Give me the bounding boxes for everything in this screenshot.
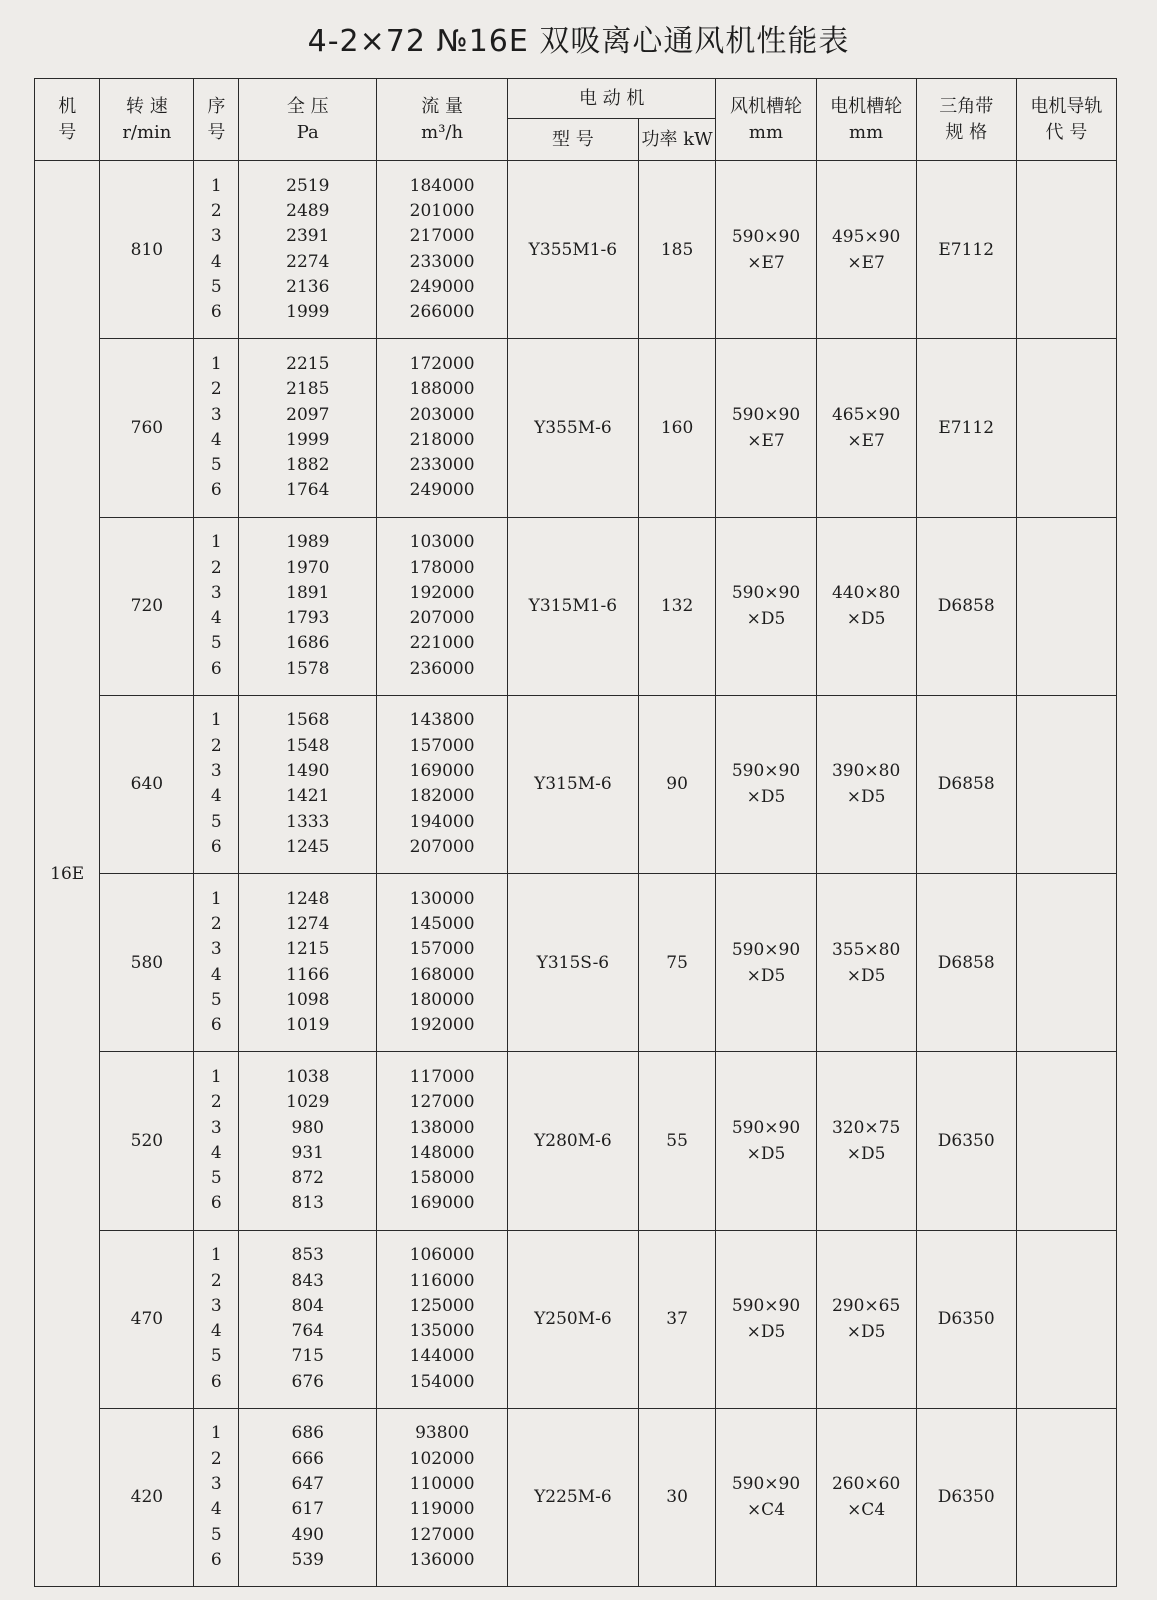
pressure-value: 1029 bbox=[286, 1092, 330, 1113]
header-speed bbox=[100, 79, 194, 161]
vbelt-cell: D6858 bbox=[916, 874, 1016, 1052]
seq-value: 3 bbox=[210, 404, 222, 425]
flow-cell bbox=[377, 695, 508, 873]
header-rail bbox=[1016, 79, 1116, 161]
motor-power-cell: 30 bbox=[638, 1408, 716, 1586]
flow-value: 154000 bbox=[409, 1371, 475, 1392]
motor-model-cell: Y355M-6 bbox=[508, 339, 639, 517]
flow-value: 103000 bbox=[409, 532, 475, 553]
motor-power-cell: 160 bbox=[638, 339, 716, 517]
flow-value: 130000 bbox=[409, 888, 475, 909]
pressure-value: 1038 bbox=[286, 1066, 330, 1087]
fan-pulley-line2: ×D5 bbox=[746, 609, 786, 630]
seq-cell bbox=[194, 517, 239, 695]
seq-value: 6 bbox=[210, 836, 222, 857]
pressure-value: 1333 bbox=[286, 811, 330, 832]
header-speed-line1: 转 速 bbox=[126, 95, 168, 117]
seq-value: 4 bbox=[210, 964, 222, 985]
seq-value: 4 bbox=[210, 429, 222, 450]
seq-cell bbox=[194, 1052, 239, 1230]
pressure-value: 1686 bbox=[286, 633, 330, 654]
vbelt-cell: D6350 bbox=[916, 1230, 1016, 1408]
fan-pulley-line2: ×C4 bbox=[746, 1500, 786, 1521]
motor-model-cell: Y315S-6 bbox=[508, 874, 639, 1052]
flow-value: 157000 bbox=[409, 735, 475, 756]
seq-value: 6 bbox=[210, 480, 222, 501]
pressure-value: 1019 bbox=[286, 1015, 330, 1036]
flow-value: 233000 bbox=[409, 455, 475, 476]
motor-pulley-cell bbox=[816, 1052, 916, 1230]
pressure-value: 2136 bbox=[286, 276, 330, 297]
pressure-value: 872 bbox=[291, 1168, 324, 1189]
flow-value: 116000 bbox=[409, 1270, 475, 1291]
motor-pulley-line2: ×D5 bbox=[846, 1322, 886, 1343]
seq-value: 5 bbox=[210, 1524, 222, 1545]
vbelt-cell: D6858 bbox=[916, 695, 1016, 873]
pressure-cell bbox=[239, 695, 377, 873]
pressure-value: 813 bbox=[291, 1193, 324, 1214]
motor-pulley-line1: 440×80 bbox=[831, 583, 901, 604]
flow-value: 201000 bbox=[409, 201, 475, 222]
motor-pulley-cell bbox=[816, 695, 916, 873]
flow-value: 143800 bbox=[409, 710, 475, 731]
seq-value: 2 bbox=[210, 914, 222, 935]
pressure-value: 2215 bbox=[286, 353, 330, 374]
pressure-value: 1248 bbox=[286, 888, 330, 909]
pressure-value: 715 bbox=[291, 1346, 324, 1367]
table-row bbox=[35, 874, 1117, 1052]
fan-pulley-line1: 590×90 bbox=[731, 939, 801, 960]
flow-value: 119000 bbox=[409, 1499, 475, 1520]
pressure-value: 2185 bbox=[286, 379, 330, 400]
seq-cell bbox=[194, 874, 239, 1052]
seq-value: 6 bbox=[210, 1015, 222, 1036]
motor-pulley-line1: 320×75 bbox=[831, 1117, 901, 1138]
motor-pulley-line2: ×D5 bbox=[846, 787, 886, 808]
flow-value: 157000 bbox=[409, 939, 475, 960]
flow-value: 158000 bbox=[409, 1168, 475, 1189]
seq-value: 5 bbox=[210, 811, 222, 832]
table-row bbox=[35, 161, 1117, 339]
motor-pulley-line1: 260×60 bbox=[831, 1474, 901, 1495]
motor-model-cell: Y280M-6 bbox=[508, 1052, 639, 1230]
motor-pulley-line1: 390×80 bbox=[831, 761, 901, 782]
speed-cell: 720 bbox=[100, 517, 194, 695]
motor-pulley-line2: ×D5 bbox=[846, 1143, 886, 1164]
pressure-value: 2391 bbox=[286, 226, 330, 247]
fan-pulley-cell bbox=[716, 1408, 816, 1586]
pressure-value: 853 bbox=[291, 1245, 324, 1266]
pressure-value: 1548 bbox=[286, 735, 330, 756]
motor-pulley-line2: ×E7 bbox=[847, 430, 885, 451]
pressure-value: 1421 bbox=[286, 786, 330, 807]
motor-pulley-line2: ×D5 bbox=[846, 609, 886, 630]
pressure-value: 1568 bbox=[286, 710, 330, 731]
seq-value: 4 bbox=[210, 251, 222, 272]
rail-cell bbox=[1016, 517, 1116, 695]
fan-pulley-cell bbox=[716, 161, 816, 339]
motor-pulley-line2: ×E7 bbox=[847, 252, 885, 273]
pressure-value: 931 bbox=[291, 1142, 324, 1163]
motor-power-cell: 75 bbox=[638, 874, 716, 1052]
motor-pulley-cell bbox=[816, 1230, 916, 1408]
pressure-value: 2274 bbox=[286, 251, 330, 272]
seq-value: 3 bbox=[210, 226, 222, 247]
header-flow-unit: m³/h bbox=[421, 121, 464, 143]
fan-pulley-cell bbox=[716, 1230, 816, 1408]
flow-value: 249000 bbox=[409, 276, 475, 297]
seq-value: 5 bbox=[210, 1346, 222, 1367]
pressure-value: 1098 bbox=[286, 989, 330, 1010]
motor-pulley-line1: 495×90 bbox=[831, 226, 901, 247]
pressure-cell bbox=[239, 1052, 377, 1230]
motor-pulley-line1: 465×90 bbox=[831, 404, 901, 425]
fan-pulley-cell bbox=[716, 339, 816, 517]
seq-value: 2 bbox=[210, 1448, 222, 1469]
header-machine-no-line2: 号 bbox=[58, 121, 77, 143]
seq-value: 6 bbox=[210, 658, 222, 679]
seq-value: 1 bbox=[210, 888, 222, 909]
flow-cell bbox=[377, 1408, 508, 1586]
flow-cell bbox=[377, 161, 508, 339]
header-motor-power: 功率 kW bbox=[638, 119, 716, 161]
fan-pulley-line1: 590×90 bbox=[731, 1296, 801, 1317]
pressure-value: 1970 bbox=[286, 557, 330, 578]
header-vbelt bbox=[916, 79, 1016, 161]
pressure-value: 1793 bbox=[286, 608, 330, 629]
vbelt-cell: E7112 bbox=[916, 161, 1016, 339]
flow-value: 217000 bbox=[409, 226, 475, 247]
flow-value: 218000 bbox=[409, 429, 475, 450]
flow-cell bbox=[377, 1230, 508, 1408]
pressure-value: 804 bbox=[291, 1295, 324, 1316]
pressure-value: 1490 bbox=[286, 761, 330, 782]
motor-model-cell: Y250M-6 bbox=[508, 1230, 639, 1408]
header-fan-pulley bbox=[716, 79, 816, 161]
flow-value: 110000 bbox=[409, 1474, 475, 1495]
motor-pulley-cell bbox=[816, 161, 916, 339]
fan-pulley-line1: 590×90 bbox=[731, 1474, 801, 1495]
speed-cell: 580 bbox=[100, 874, 194, 1052]
rail-cell bbox=[1016, 1408, 1116, 1586]
machine-no-cell: 16E bbox=[35, 161, 100, 1587]
header-motor-pulley-line1: 电机槽轮 bbox=[830, 95, 903, 117]
pressure-cell bbox=[239, 1408, 377, 1586]
flow-value: 207000 bbox=[409, 836, 475, 857]
pressure-value: 666 bbox=[291, 1448, 324, 1469]
fan-pulley-line1: 590×90 bbox=[731, 404, 801, 425]
fan-pulley-line2: ×D5 bbox=[746, 787, 786, 808]
flow-value: 172000 bbox=[409, 353, 475, 374]
seq-value: 1 bbox=[210, 1245, 222, 1266]
flow-cell bbox=[377, 874, 508, 1052]
header-motor-model: 型 号 bbox=[508, 119, 639, 161]
fan-pulley-line2: ×E7 bbox=[747, 252, 785, 273]
seq-value: 1 bbox=[210, 353, 222, 374]
header-vbelt-line1: 三角带 bbox=[939, 95, 994, 117]
pressure-cell bbox=[239, 339, 377, 517]
pressure-value: 617 bbox=[291, 1499, 324, 1520]
vbelt-cell: D6350 bbox=[916, 1408, 1016, 1586]
fan-pulley-line1: 590×90 bbox=[731, 761, 801, 782]
seq-value: 5 bbox=[210, 633, 222, 654]
pressure-value: 539 bbox=[291, 1549, 324, 1570]
seq-value: 5 bbox=[210, 1168, 222, 1189]
pressure-value: 676 bbox=[291, 1371, 324, 1392]
flow-value: 144000 bbox=[409, 1346, 475, 1367]
flow-value: 117000 bbox=[409, 1066, 475, 1087]
motor-power-cell: 185 bbox=[638, 161, 716, 339]
motor-model-cell: Y315M1-6 bbox=[508, 517, 639, 695]
flow-value: 169000 bbox=[409, 761, 475, 782]
header-fan-pulley-unit: mm bbox=[748, 121, 784, 143]
fan-pulley-cell bbox=[716, 874, 816, 1052]
header-speed-unit: r/min bbox=[122, 121, 172, 143]
rail-cell bbox=[1016, 339, 1116, 517]
speed-cell: 420 bbox=[100, 1408, 194, 1586]
header-pressure-unit: Pa bbox=[296, 121, 319, 143]
rail-cell bbox=[1016, 874, 1116, 1052]
motor-pulley-line1: 355×80 bbox=[831, 939, 901, 960]
header-fan-pulley-line1: 风机槽轮 bbox=[729, 95, 802, 117]
pressure-value: 2489 bbox=[286, 201, 330, 222]
seq-cell bbox=[194, 161, 239, 339]
motor-power-cell: 37 bbox=[638, 1230, 716, 1408]
fan-pulley-line2: ×D5 bbox=[746, 965, 786, 986]
fan-pulley-line1: 590×90 bbox=[731, 1117, 801, 1138]
speed-cell: 640 bbox=[100, 695, 194, 873]
flow-cell bbox=[377, 517, 508, 695]
flow-value: 136000 bbox=[409, 1549, 475, 1570]
flow-value: 106000 bbox=[409, 1245, 475, 1266]
seq-value: 3 bbox=[210, 939, 222, 960]
seq-value: 2 bbox=[210, 201, 222, 222]
motor-pulley-line1: 290×65 bbox=[831, 1296, 901, 1317]
pressure-cell bbox=[239, 1230, 377, 1408]
seq-value: 2 bbox=[210, 557, 222, 578]
seq-value: 3 bbox=[210, 1474, 222, 1495]
pressure-cell bbox=[239, 517, 377, 695]
seq-value: 5 bbox=[210, 989, 222, 1010]
seq-value: 3 bbox=[210, 761, 222, 782]
flow-value: 178000 bbox=[409, 557, 475, 578]
flow-value: 203000 bbox=[409, 404, 475, 425]
seq-value: 1 bbox=[210, 1066, 222, 1087]
motor-model-cell: Y225M-6 bbox=[508, 1408, 639, 1586]
speed-cell: 470 bbox=[100, 1230, 194, 1408]
table-row bbox=[35, 517, 1117, 695]
flow-value: 188000 bbox=[409, 379, 475, 400]
flow-value: 184000 bbox=[409, 175, 475, 196]
rail-cell bbox=[1016, 695, 1116, 873]
motor-model-cell: Y315M-6 bbox=[508, 695, 639, 873]
pressure-value: 2097 bbox=[286, 404, 330, 425]
speed-cell: 760 bbox=[100, 339, 194, 517]
performance-table bbox=[34, 78, 1117, 1587]
motor-power-cell: 90 bbox=[638, 695, 716, 873]
fan-pulley-cell bbox=[716, 695, 816, 873]
seq-value: 1 bbox=[210, 175, 222, 196]
motor-pulley-line2: ×C4 bbox=[847, 1500, 886, 1521]
pressure-value: 490 bbox=[291, 1524, 324, 1545]
seq-value: 1 bbox=[210, 1423, 222, 1444]
vbelt-cell: D6350 bbox=[916, 1052, 1016, 1230]
flow-value: 135000 bbox=[409, 1321, 475, 1342]
flow-value: 102000 bbox=[409, 1448, 475, 1469]
flow-value: 138000 bbox=[409, 1117, 475, 1138]
fan-pulley-cell bbox=[716, 517, 816, 695]
seq-value: 4 bbox=[210, 1321, 222, 1342]
flow-value: 148000 bbox=[409, 1142, 475, 1163]
header-motor: 电 动 机 bbox=[508, 79, 716, 119]
seq-cell bbox=[194, 1408, 239, 1586]
seq-value: 2 bbox=[210, 735, 222, 756]
pressure-cell bbox=[239, 874, 377, 1052]
pressure-value: 1578 bbox=[286, 658, 330, 679]
pressure-value: 1166 bbox=[286, 964, 330, 985]
rail-cell bbox=[1016, 1230, 1116, 1408]
motor-pulley-cell bbox=[816, 1408, 916, 1586]
motor-pulley-line2: ×D5 bbox=[846, 965, 886, 986]
flow-value: 93800 bbox=[415, 1423, 470, 1444]
flow-value: 194000 bbox=[409, 811, 475, 832]
header-seq bbox=[194, 79, 239, 161]
pressure-value: 686 bbox=[291, 1423, 324, 1444]
seq-value: 6 bbox=[210, 1193, 222, 1214]
header-pressure bbox=[239, 79, 377, 161]
motor-pulley-cell bbox=[816, 339, 916, 517]
seq-value: 2 bbox=[210, 379, 222, 400]
header-seq-line1: 序 bbox=[207, 95, 226, 117]
flow-value: 236000 bbox=[409, 658, 475, 679]
seq-cell bbox=[194, 339, 239, 517]
rail-cell bbox=[1016, 1052, 1116, 1230]
seq-value: 5 bbox=[210, 455, 222, 476]
seq-value: 6 bbox=[210, 302, 222, 323]
table-body bbox=[35, 161, 1117, 1587]
fan-pulley-line2: ×E7 bbox=[747, 430, 785, 451]
flow-value: 145000 bbox=[409, 914, 475, 935]
pressure-value: 1999 bbox=[286, 429, 330, 450]
flow-value: 266000 bbox=[409, 302, 475, 323]
seq-value: 6 bbox=[210, 1371, 222, 1392]
pressure-value: 1764 bbox=[286, 480, 330, 501]
speed-cell: 520 bbox=[100, 1052, 194, 1230]
header-machine-no bbox=[35, 79, 100, 161]
header-machine-no-line1: 机 bbox=[58, 95, 77, 117]
motor-pulley-cell bbox=[816, 874, 916, 1052]
speed-cell: 810 bbox=[100, 161, 194, 339]
table-row bbox=[35, 1408, 1117, 1586]
pressure-value: 1245 bbox=[286, 836, 330, 857]
vbelt-cell: E7112 bbox=[916, 339, 1016, 517]
seq-value: 5 bbox=[210, 276, 222, 297]
flow-value: 207000 bbox=[409, 608, 475, 629]
pressure-value: 764 bbox=[291, 1321, 324, 1342]
seq-value: 4 bbox=[210, 1499, 222, 1520]
table-row bbox=[35, 1052, 1117, 1230]
seq-value: 4 bbox=[210, 786, 222, 807]
vbelt-cell: D6858 bbox=[916, 517, 1016, 695]
flow-value: 233000 bbox=[409, 251, 475, 272]
flow-value: 168000 bbox=[409, 964, 475, 985]
header-motor-pulley bbox=[816, 79, 916, 161]
pressure-value: 1999 bbox=[286, 302, 330, 323]
pressure-value: 1891 bbox=[286, 582, 330, 603]
header-pressure-line1: 全 压 bbox=[286, 95, 329, 117]
motor-model-cell: Y355M1-6 bbox=[508, 161, 639, 339]
fan-pulley-line1: 590×90 bbox=[731, 226, 801, 247]
motor-power-cell: 132 bbox=[638, 517, 716, 695]
pressure-value: 1215 bbox=[286, 939, 330, 960]
fan-pulley-line1: 590×90 bbox=[731, 583, 801, 604]
flow-value: 192000 bbox=[409, 582, 475, 603]
pressure-value: 647 bbox=[291, 1474, 324, 1495]
pressure-cell bbox=[239, 161, 377, 339]
seq-value: 3 bbox=[210, 582, 222, 603]
flow-value: 192000 bbox=[409, 1015, 475, 1036]
seq-value: 1 bbox=[210, 710, 222, 731]
seq-value: 4 bbox=[210, 608, 222, 629]
pressure-value: 843 bbox=[291, 1270, 324, 1291]
seq-value: 3 bbox=[210, 1295, 222, 1316]
flow-value: 127000 bbox=[409, 1524, 475, 1545]
header-rail-line2: 代 号 bbox=[1045, 121, 1088, 143]
flow-cell bbox=[377, 339, 508, 517]
fan-pulley-cell bbox=[716, 1052, 816, 1230]
header-rail-line1: 电机导轨 bbox=[1030, 95, 1103, 117]
table-row bbox=[35, 1230, 1117, 1408]
flow-value: 182000 bbox=[409, 786, 475, 807]
motor-pulley-cell bbox=[816, 517, 916, 695]
flow-value: 169000 bbox=[409, 1193, 475, 1214]
pressure-value: 1989 bbox=[286, 532, 330, 553]
table-row bbox=[35, 695, 1117, 873]
flow-value: 221000 bbox=[409, 633, 475, 654]
table-row bbox=[35, 339, 1117, 517]
seq-value: 2 bbox=[210, 1270, 222, 1291]
flow-value: 127000 bbox=[409, 1092, 475, 1113]
page-title: 4-2×72 №16E 双吸离心通风机性能表 bbox=[307, 24, 850, 59]
rail-cell bbox=[1016, 161, 1116, 339]
seq-value: 6 bbox=[210, 1549, 222, 1570]
header-seq-line2: 号 bbox=[207, 121, 226, 143]
pressure-value: 1274 bbox=[286, 914, 330, 935]
seq-cell bbox=[194, 695, 239, 873]
pressure-value: 1882 bbox=[286, 455, 330, 476]
seq-value: 3 bbox=[210, 1117, 222, 1138]
seq-value: 2 bbox=[210, 1092, 222, 1113]
header-flow-line1: 流 量 bbox=[421, 95, 463, 117]
pressure-value: 2519 bbox=[286, 175, 330, 196]
flow-value: 125000 bbox=[409, 1295, 475, 1316]
header-flow bbox=[377, 79, 508, 161]
fan-pulley-line2: ×D5 bbox=[746, 1322, 786, 1343]
flow-value: 180000 bbox=[409, 989, 475, 1010]
seq-value: 1 bbox=[210, 532, 222, 553]
seq-value: 4 bbox=[210, 1142, 222, 1163]
flow-cell bbox=[377, 1052, 508, 1230]
flow-value: 249000 bbox=[409, 480, 475, 501]
motor-power-cell: 55 bbox=[638, 1052, 716, 1230]
header-vbelt-line2: 规 格 bbox=[945, 121, 988, 143]
header-motor-pulley-unit: mm bbox=[849, 121, 884, 143]
pressure-value: 980 bbox=[291, 1117, 324, 1138]
seq-cell bbox=[194, 1230, 239, 1408]
fan-pulley-line2: ×D5 bbox=[746, 1143, 786, 1164]
